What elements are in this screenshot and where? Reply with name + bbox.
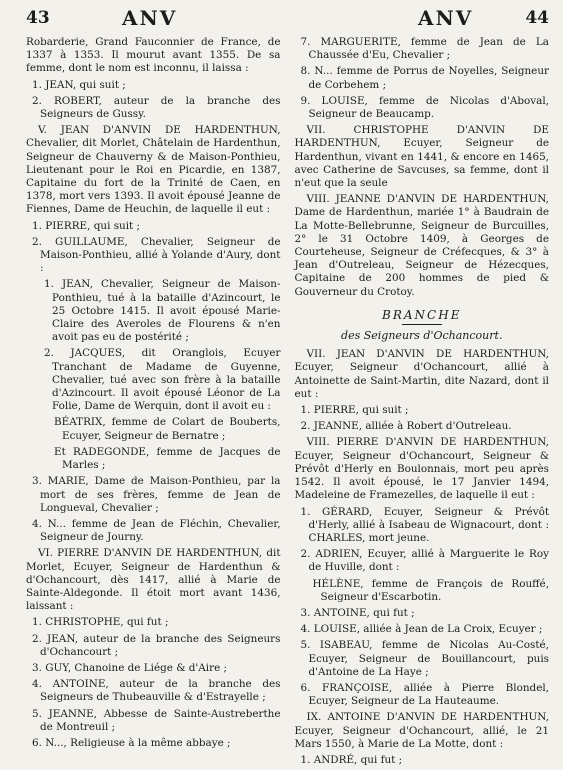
list-item: 6. FRANÇOISE, alliée à Pierre Blondel, Ecuyer, Seigneur de La Hauteaume. (300, 681, 549, 708)
list-item: 8. N... femme de Porrus de Noyelles, Seigneur de Corbehem ; (300, 65, 549, 91)
page-header (26, 6, 549, 36)
list-item: 3. MARIE, Dame de Maison-Ponthieu, par la mort de ses frères, femme de Jean de Longueval, Chevalier ; (32, 475, 281, 514)
paragraph: V. JEAN D'ANVIN DE HARDENTHUN, Chevalier, dit Morlet, Châtelain de Hardenthun, Seigneur de Chauverny & de Maison-Ponthieu, Lieutenant pour le Roi en Picardie, en 1387, Capitaine du fort de la Trinité de Caen, en 1378, mort vers 1393. Il avoit épousé Jeanne de Fiennes, Dame de Heuchin, de laquelle il eut : (26, 124, 281, 216)
list-item: 1. ANDRÉ, qui fut ; (300, 753, 403, 766)
left-column (26, 36, 281, 770)
paragraph: Robarderie, Grand Fauconnier de France, de 1337 à 1353. Il mourut avant 1355. De sa femme, dont le nom est inconnu, il laissa : (26, 36, 281, 75)
list-item: 4. ANTOINE, auteur de la branche des Seigneurs de Thubeauville & d'Estrayelle ; (32, 678, 281, 704)
list-item: 1. GÉRARD, Ecuyer, Seigneur & Prévôt d'Herly, allié à Isabeau de Wignacourt, dont : CHARLES, mort jeune. (300, 505, 549, 544)
right-column (295, 36, 550, 770)
list-item: 2. JEANNE, alliée à Robert d'Outreleau. (300, 420, 512, 433)
page-number-left: 43 (26, 8, 50, 28)
section-subtitle: des Seigneurs d'Ochancourt. (341, 329, 503, 343)
paragraph: VII. JEAN D'ANVIN DE HARDENTHUN, Ecuyer, Seigneur d'Ochancourt, allié à Antoinette de Saint-Martin, dite Nazard, dont il eut : (294, 348, 549, 400)
section-heading (295, 309, 550, 342)
list-item: 2. ADRIEN, Ecuyer, allié à Marguerite le Roy de Huville, dont : (300, 548, 549, 574)
list-item: 3. ANTOINE, qui fut ; (300, 606, 415, 619)
list-item: 9. LOUISE, femme de Nicolas d'Aboval, Seigneur de Beaucamp. (300, 94, 549, 121)
paragraph: VIII. JEANNE D'ANVIN DE HARDENTHUN, Dame de Hardenthun, mariée 1° à Baudrain de La Motte-Bellebrunne, Seigneur de Burcuilles, 2° le 31 Octobre 1409, à Georges de Courteheuse, Seigneur de Créfecques, & 3° à Jean d'Outreleau, Seigneur de Hézecques, Capitaine de 200 hommes de pied & Gouverneur du Crotoy. (294, 193, 549, 298)
page-number-right: 44 (525, 8, 549, 28)
list-item: 2. GUILLAUME, Chevalier, Seigneur de Maison-Ponthieu, allié à Yolande d'Aury, dont : (32, 235, 281, 275)
list-item: 1. JEAN, qui suit ; (32, 78, 126, 91)
running-head-left: ANV (122, 6, 178, 30)
list-item: 5. JEANNE, Abbesse de Sainte-Austreberthe de Montreuil ; (32, 707, 281, 733)
columns (26, 36, 549, 770)
paragraph: VI. PIERRE D'ANVIN DE HARDENTHUN, dit Morlet, Ecuyer, Seigneur de Hardenthun & d'Ochancourt, dès 1417, allié à Marie de Sainte-Aldegonde. Il étoit mort avant 1436, laissant : (26, 547, 281, 613)
paragraph: VII. CHRISTOPHE D'ANVIN DE HARDENTHUN, Ecuyer, Seigneur de Hardenthun, vivant en 1441, & encore en 1465, avec Catherine de Savcuses, sa femme, dont il n'eut que la seule (294, 124, 549, 190)
list-item: BÉATRIX, femme de Colart de Bouberts, Ecuyer, Seigneur de Bernatre ; (54, 416, 281, 442)
list-item: 2. JACQUES, dit Oranglois, Ecuyer Tranchant de Madame de Guyenne, Chevalier, tué avec son frère à la bataille d'Azincourt. Il avoit épousé Léonor de La Folie, Dame de Werquin, dont il avoit eu : (44, 347, 281, 413)
list-item: 5. ISABEAU, femme de Nicolas Au-Costé, Ecuyer, Seigneur de Bouillancourt, puis d'Antoine de La Haye ; (300, 639, 549, 678)
list-item: 2. JEAN, auteur de la branche des Seigneurs d'Ochancourt ; (32, 632, 281, 658)
list-item: 2. ROBERT, auteur de la branche des Seigneurs de Gussy. (32, 94, 281, 121)
list-item: 1. PIERRE, qui suit ; (32, 219, 141, 232)
list-item: 3. GUY, Chanoine de Liége & d'Aire ; (32, 661, 228, 674)
list-item: HÉLÈNE, femme de François de Rouffé, Seigneur d'Escarbotin. (312, 577, 549, 603)
list-item: Et RADEGONDE, femme de Jacques de Marles ; (54, 445, 281, 472)
paragraph: VIII. PIERRE D'ANVIN DE HARDENTHUN, Ecuyer, Seigneur d'Ochancourt, Seigneur & Prévôt d'Herly en Boulonnais, mort peu après 1542. Il avoit épousé, le 17 Janvier 1494, Madeleine de Framezelles, de laquelle il eut : (294, 436, 549, 502)
list-item: 1. CHRISTOPHE, qui fut ; (32, 616, 169, 629)
list-item: 7. MARGUERITE, femme de Jean de La Chaussée d'Eu, Chevalier ; (300, 36, 549, 62)
list-item: 6. N..., Religieuse à la même abbaye ; (32, 736, 231, 749)
running-head-right: ANV (418, 6, 474, 30)
list-item: 4. N... femme de Jean de Fléchin, Chevalier, Seigneur de Journy. (32, 517, 281, 544)
list-item: 1. JEAN, Chevalier, Seigneur de Maison-Ponthieu, tué à la bataille d'Azincourt, le 25 Octobre 1415. Il avoit épousé Marie-Claire des Averoles de Flourens & n'en avoit pas eu de postérité ; (44, 278, 281, 344)
divider (402, 324, 442, 325)
section-title: BRANCHE (382, 307, 462, 322)
paragraph: IX. ANTOINE D'ANVIN DE HARDENTHUN, Ecuyer, Seigneur d'Ochancourt, allié, le 21 Mars 1550, à Marie de La Motte, dont : (294, 711, 549, 750)
list-item: 4. LOUISE, alliée à Jean de La Croix, Ecuyer ; (300, 623, 543, 636)
list-item: 1. PIERRE, qui suit ; (300, 404, 409, 417)
